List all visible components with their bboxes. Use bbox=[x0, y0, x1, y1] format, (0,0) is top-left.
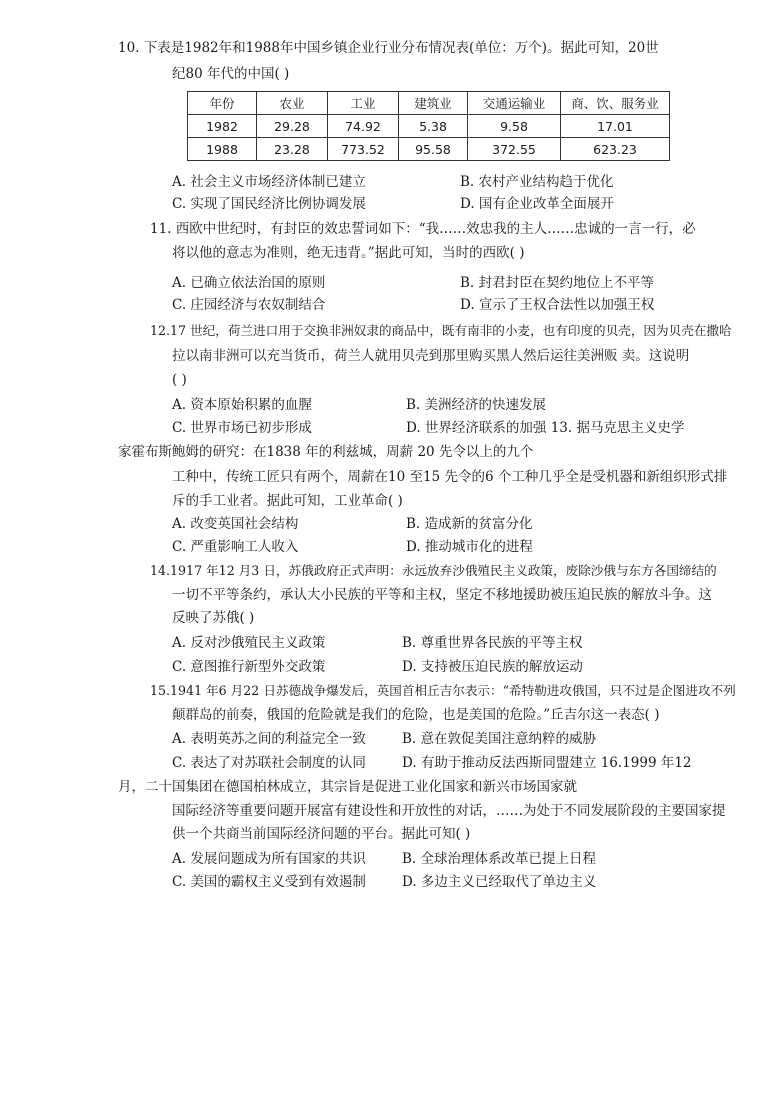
table-row bbox=[188, 115, 670, 138]
table-cell: 372.55 bbox=[468, 138, 561, 161]
table-header-cell: 农业 bbox=[257, 92, 328, 115]
q12-option-d: D. 世界经济联系的加强 13. 据马克思主义史学 bbox=[406, 420, 685, 436]
q15-option-a: A. 表明英苏之间的利益完全一致 bbox=[172, 731, 366, 747]
q10-stem-line1: 10. 下表是1982年和1988年中国乡镇企业行业分布情况表(单位：万个)。据此可知，20世 bbox=[118, 40, 659, 56]
q12-option-c: C. 世界市场已初步形成 bbox=[172, 420, 312, 436]
q15-stem-line2: 颠群岛的前奏，俄国的危险就是我们的危险，也是美国的危险。”丘吉尔这一表态( ) bbox=[172, 707, 660, 723]
table-cell: 1982 bbox=[188, 115, 257, 138]
table-cell: 17.01 bbox=[561, 115, 670, 138]
q16-option-a: A. 发展问题成为所有国家的共识 bbox=[172, 851, 366, 867]
table-header-cell: 年份 bbox=[188, 92, 257, 115]
q14-option-d: D. 支持被压迫民族的解放运动 bbox=[402, 659, 583, 675]
q11-option-d: D. 宣示了王权合法性以加强王权 bbox=[460, 297, 655, 313]
q11-option-a: A. 已确立依法治国的原则 bbox=[172, 275, 326, 291]
q16-stem-line1: 月，二十国集团在德国柏林成立，其宗旨是促进工业化国家和新兴市场国家就 bbox=[118, 779, 577, 795]
table-cell: 5.38 bbox=[399, 115, 468, 138]
table-cell: 623.23 bbox=[561, 138, 670, 161]
q13-option-d: D. 推动城市化的进程 bbox=[406, 539, 533, 555]
q14-option-a: A. 反对沙俄殖民主义政策 bbox=[172, 635, 326, 651]
q13-option-c: C. 严重影响工人收入 bbox=[172, 539, 299, 555]
table-cell: 9.58 bbox=[468, 115, 561, 138]
q11-stem-line1: 11. 西欧中世纪时，有封臣的效忠誓词如下：“我……效忠我的主人……忠诚的一言一行，必 bbox=[150, 221, 696, 237]
q10-option-a: A. 社会主义市场经济体制已建立 bbox=[172, 174, 366, 190]
q10-stem-line2: 纪80 年代的中国( ) bbox=[172, 66, 290, 82]
table-cell: 95.58 bbox=[399, 138, 468, 161]
table-header-row bbox=[188, 92, 670, 115]
table-cell: 1988 bbox=[188, 138, 257, 161]
table-cell: 23.28 bbox=[257, 138, 328, 161]
q16-stem-line2: 国际经济等重要问题开展富有建设性和开放性的对话，……为处于不同发展阶段的主要国家提 bbox=[172, 803, 726, 819]
q13-stem-line1: 家霍布斯鲍姆的研究：在1838 年的利兹城，周薪 20 先令以上的九个 bbox=[118, 444, 534, 460]
q14-option-b: B. 尊重世界各民族的平等主权 bbox=[402, 635, 583, 651]
q16-option-c: C. 美国的霸权主义受到有效遏制 bbox=[172, 874, 366, 890]
q15-option-b: B. 意在敦促美国注意纳粹的威胁 bbox=[402, 731, 597, 747]
table-cell: 29.28 bbox=[257, 115, 328, 138]
q11-option-b: B. 封君封臣在契约地位上不平等 bbox=[460, 275, 655, 291]
table-header-cell: 商、饮、服务业 bbox=[561, 92, 670, 115]
q11-stem-line2: 将以他的意志为准则，绝无违背。”据此可知，当时的西欧( ) bbox=[172, 245, 525, 261]
q14-option-c: C. 意图推行新型外交政策 bbox=[172, 659, 326, 675]
q15-stem-line1: 15.1941 年6 月22 日苏德战争爆发后，英国首相丘吉尔表示：“希特勒进攻俄国，只不过是企图进攻不列 bbox=[150, 683, 736, 698]
q10-option-d: D. 国有企业改革全面展开 bbox=[460, 196, 614, 212]
q12-option-a: A. 资本原始积累的血腥 bbox=[172, 397, 312, 413]
q16-option-b: B. 全球治理体系改革已提上日程 bbox=[402, 851, 597, 867]
q12-stem-line3: ( ) bbox=[172, 372, 187, 388]
q11-option-c: C. 庄园经济与农奴制结合 bbox=[172, 297, 326, 313]
q14-stem-line2: 一切不平等条约，承认大小民族的平等和主权，坚定不移地援助被压迫民族的解放斗争。这 bbox=[172, 587, 712, 603]
table-header-cell: 建筑业 bbox=[399, 92, 468, 115]
table-header-cell: 工业 bbox=[328, 92, 399, 115]
q10-option-c: C. 实现了国民经济比例协调发展 bbox=[172, 196, 366, 212]
q12-stem-line2: 拉以南非洲可以充当货币，荷兰人就用贝壳到那里购买黑人然后运往美洲贩 卖。这说明 bbox=[172, 348, 690, 364]
q13-stem-line2: 工种中，传统工匠只有两个，周薪在10 至15 先令的6 个工种几乎全是受机器和新组织形式排 bbox=[172, 469, 728, 485]
q14-stem-line1: 14.1917 年12 月3 日，苏俄政府正式声明：永远放弃沙俄殖民主义政策，废除沙俄与东方各国缔结的 bbox=[150, 563, 717, 578]
q15-option-d: D. 有助于推动反法西斯同盟建立 16.1999 年12 bbox=[402, 755, 692, 771]
q14-stem-line3: 反映了苏俄( ) bbox=[172, 610, 255, 626]
q13-stem-line3: 斥的手工业者。据此可知，工业革命( ) bbox=[172, 493, 403, 509]
table-cell: 74.92 bbox=[328, 115, 399, 138]
table-row bbox=[188, 138, 670, 161]
table-header-cell: 交通运输业 bbox=[468, 92, 561, 115]
q12-stem-line1: 12.17 世纪，荷兰进口用于交换非洲奴隶的商品中，既有南非的小麦，也有印度的贝壳，因为贝壳在撒哈 bbox=[150, 323, 732, 338]
q13-option-a: A. 改变英国社会结构 bbox=[172, 516, 299, 532]
table-cell: 773.52 bbox=[328, 138, 399, 161]
q12-option-b: B. 美洲经济的快速发展 bbox=[406, 397, 547, 413]
q16-stem-line3: 供一个共商当前国际经济问题的平台。据此可知( ) bbox=[172, 826, 471, 842]
q13-option-b: B. 造成新的贫富分化 bbox=[406, 516, 533, 532]
q10-option-b: B. 农村产业结构趋于优化 bbox=[460, 174, 614, 190]
q15-option-c: C. 表达了对苏联社会制度的认同 bbox=[172, 755, 366, 771]
q16-option-d: D. 多边主义已经取代了单边主义 bbox=[402, 874, 597, 890]
q10-data-table bbox=[187, 91, 670, 161]
